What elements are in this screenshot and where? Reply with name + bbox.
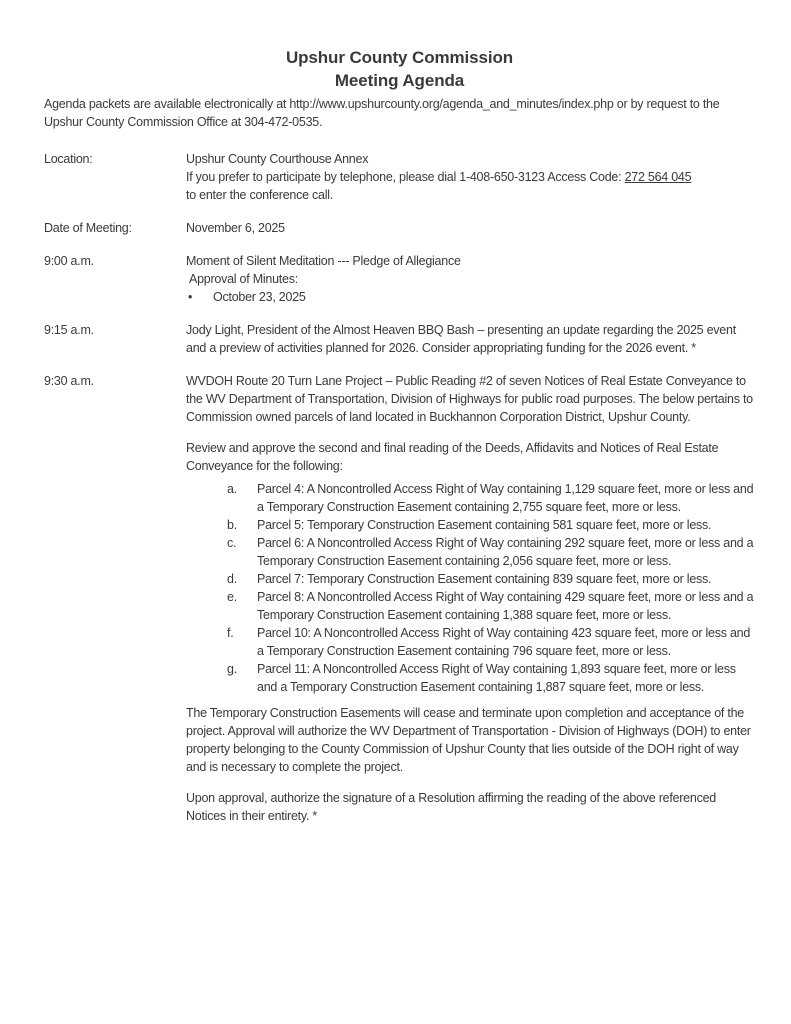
wvdoh-project-paragraph: WVDOH Route 20 Turn Lane Project – Public Reading #2 of seven Notices of Real Estate Conveyance to the WV Department of Transportation, Division of Highways for public road purposes. The below pertains to Commission owned parcels of land located in Buckhannon Corporation District, Upshur County. bbox=[186, 374, 753, 424]
phone-instructions: If you prefer to participate by telephone, please dial 1-408-650-3123 Access Code: bbox=[186, 170, 625, 184]
date-of-meeting-label: Date of Meeting: bbox=[44, 221, 132, 235]
parcel-item-e bbox=[186, 588, 755, 624]
easements-terminate-paragraph: The Temporary Construction Easements will cease and terminate upon completion and acceptance of the project. Approval will authorize the WV Department of Transportation - Division of Highways (DOH) to enter property belonging to the County Commission of Upshur County that lies outside of the DOH right of way and is necessary to complete the project. bbox=[186, 706, 751, 774]
approval-of-minutes-line: Approval of Minutes: bbox=[189, 272, 298, 286]
date-of-meeting-row bbox=[44, 219, 755, 237]
intro-paragraph: Agenda packets are available electronically at http://www.upshurcounty.org/agenda_and_minutes/index.php or by request to the Upshur County Commission Office at 304-472-0535. bbox=[44, 97, 720, 129]
bullet-icon: • bbox=[188, 290, 193, 304]
location-row bbox=[44, 150, 755, 204]
meditation-pledge-line: Moment of Silent Meditation --- Pledge of Allegiance bbox=[186, 254, 461, 268]
parcel-item-a bbox=[186, 480, 755, 516]
minutes-date: October 23, 2025 bbox=[213, 290, 306, 304]
resolution-signature-paragraph: Upon approval, authorize the signature of a Resolution affirming the reading of the above referenced Notices in their entirety. * bbox=[186, 791, 716, 823]
parcel-letter: c. bbox=[227, 536, 237, 550]
title-line-2: Meeting Agenda bbox=[334, 71, 465, 90]
phone-instructions-continued: to enter the conference call. bbox=[186, 188, 334, 202]
agenda-item-915-time: 9:15 a.m. bbox=[44, 323, 94, 337]
agenda-item-930-time: 9:30 a.m. bbox=[44, 374, 94, 388]
agenda-item-915-content: Jody Light, President of the Almost Heaven BBQ Bash – presenting an update regarding the 2025 event and a preview of activities planned for 2026. Consider appropriating funding for the 2026 event. * bbox=[186, 323, 736, 355]
parcel-letter: a. bbox=[227, 482, 237, 496]
parcel-letter: d. bbox=[227, 572, 237, 586]
title-line-1: Upshur County Commission bbox=[285, 48, 514, 67]
parcel-item-b bbox=[186, 516, 755, 534]
agenda-item-900 bbox=[44, 252, 755, 306]
parcel-text: Parcel 8: A Noncontrolled Access Right of Way containing 429 square feet, more or less and a Temporary Construction Easement containing 1,388 square feet, more or less. bbox=[257, 590, 754, 622]
minutes-bullet-item bbox=[186, 288, 755, 306]
parcel-item-d bbox=[186, 570, 755, 588]
review-approve-paragraph: Review and approve the second and final reading of the Deeds, Affidavits and Notices of Real Estate Conveyance for the following: bbox=[186, 441, 719, 473]
parcel-list bbox=[186, 480, 755, 696]
access-code: 272 564 045 bbox=[624, 170, 692, 184]
parcel-letter: f. bbox=[227, 626, 234, 640]
location-venue: Upshur County Courthouse Annex bbox=[186, 152, 369, 166]
location-content bbox=[186, 150, 755, 204]
parcel-text: Parcel 5: Temporary Construction Easement containing 581 square feet, more or less. bbox=[257, 518, 712, 532]
parcel-text: Parcel 11: A Noncontrolled Access Right of Way containing 1,893 square feet, more or less and a Temporary Construction Easement containing 1,887 square feet, more or less. bbox=[257, 662, 736, 694]
agenda-item-930-content bbox=[186, 372, 755, 825]
agenda-item-900-content bbox=[186, 252, 755, 306]
agenda-item-930 bbox=[44, 372, 755, 825]
parcel-item-c bbox=[186, 534, 755, 570]
parcel-text: Parcel 6: A Noncontrolled Access Right of Way containing 292 square feet, more or less and a Temporary Construction Easement containing 2,056 square feet, more or less. bbox=[257, 536, 754, 568]
location-label: Location: bbox=[44, 152, 93, 166]
parcel-text: Parcel 7: Temporary Construction Easement containing 839 square feet, more or less. bbox=[257, 572, 712, 586]
parcel-letter: b. bbox=[227, 518, 237, 532]
parcel-letter: e. bbox=[227, 590, 237, 604]
parcel-text: Parcel 4: A Noncontrolled Access Right of Way containing 1,129 square feet, more or less and a Temporary Construction Easement containing 2,755 square feet, more or less. bbox=[257, 482, 754, 514]
parcel-item-g bbox=[186, 660, 755, 696]
parcel-text: Parcel 10: A Noncontrolled Access Right of Way containing 423 square feet, more or less and a Temporary Construction Easement containing 796 square feet, more or less. bbox=[257, 626, 751, 658]
parcel-item-f bbox=[186, 624, 755, 660]
agenda-item-915 bbox=[44, 321, 755, 357]
location-phone-line bbox=[186, 168, 755, 204]
document-title bbox=[44, 46, 755, 92]
agenda-item-900-time: 9:00 a.m. bbox=[44, 254, 94, 268]
date-of-meeting-value: November 6, 2025 bbox=[186, 221, 285, 235]
parcel-letter: g. bbox=[227, 662, 237, 676]
